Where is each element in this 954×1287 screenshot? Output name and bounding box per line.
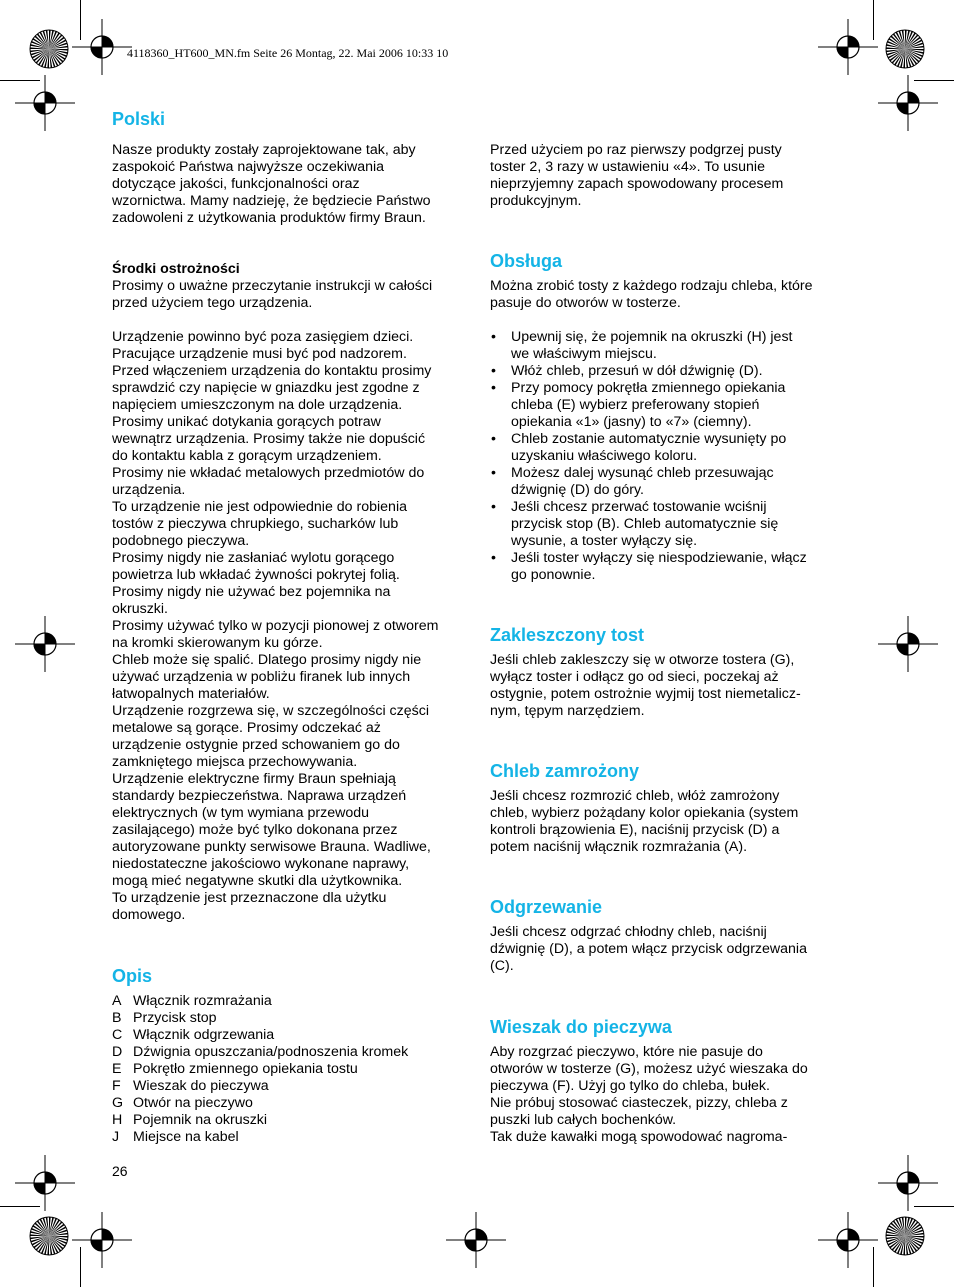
registration-starburst-icon bbox=[28, 1215, 70, 1257]
list-item bbox=[112, 993, 472, 1010]
crop-mark bbox=[873, 0, 874, 40]
crop-mark bbox=[80, 1247, 81, 1287]
part-label: Pokrętło zmiennego opiekania tostu bbox=[133, 1061, 358, 1077]
part-letter: A bbox=[112, 993, 122, 1009]
registration-crosshair-icon bbox=[15, 73, 75, 133]
registration-crosshair-icon bbox=[72, 17, 132, 77]
part-label: Włącznik rozmrażania bbox=[133, 993, 272, 1009]
list-item bbox=[112, 1078, 472, 1095]
registration-crosshair-icon bbox=[818, 17, 878, 77]
section-title-obsluga: Obsługa bbox=[490, 251, 563, 271]
part-letter: C bbox=[112, 1027, 123, 1043]
part-letter: J bbox=[112, 1129, 120, 1145]
registration-crosshair-icon bbox=[878, 73, 938, 133]
list-item bbox=[112, 1044, 472, 1061]
intro-paragraph: Nasze produkty zostały zaprojektowane tak, aby zaspokoić Państwa najwyższe oczekiwania dotyczące jakości, funkcjonalności oraz wzornictwa. Mamy nadzieję, że będziecie Państwo zadowoleni z użytkowania produktów firmy Braun. bbox=[112, 142, 431, 226]
registration-starburst-icon bbox=[28, 28, 70, 70]
registration-crosshair-icon bbox=[446, 1210, 506, 1270]
part-letter: H bbox=[112, 1112, 123, 1128]
section-title-wieszak: Wieszak do pieczywa bbox=[490, 1017, 672, 1037]
list-item bbox=[112, 1010, 472, 1027]
list-item bbox=[112, 1095, 472, 1112]
registration-crosshair-icon bbox=[818, 1210, 878, 1270]
precautions-paragraph-2: Urządzenie powinno być poza zasięgiem dzieci. Pracujące urządzenie musi być pod nadzorem. Przed włączeniem urządzenia do kontaktu prosimy sprawdzić czy napięcie w gniazdku jest zgodne z napięciem umieszczonym na dole urządzenia. Prosimy unikać dotykania gorących potraw wewnątrz urządzenia. Prosimy także nie dopuścić do kontaktu kabla z gorącym urządzeniem. Prosimy nie wkładać metalowych przedmiotów do urządzenia. To urządzenie nie jest odpowiednie do robienia tostów z pieczywa chrupkiego, sucharków lub podobnego pieczywa. Prosimy nigdy nie zasłaniać wylotu gorącego powietrza lub wkładać żywności pokrytej folią. Prosimy nigdy nie używać bez pojemnika na okruszki. Prosimy używać tylko w pozycji pionowej z otworem na kromki skierowanym ku górze. Chleb może się spalić. Dlatego prosimy nigdy nie używać urządzenia w pobliżu firanek lub innych łatwopalnych materiałów. Urządzenie rozgrzewa się, w szczególności części metalowe są gorące. Prosimy odczekać aż urządzenie ostygnie przed schowaniem go do zamkniętego miejsca przechowywania. Urządzenie elektryczne firmy Braun spełniają standardy bezpieczeństwa. Naprawa urządzeń elektrycznych (w tym wymiana przewodu zasilającego) może być tylko dokonana przez autoryzowane punkty serwisowe Brauna. Wadliwe, niedostateczne jakościowo wykonane naprawy, mogą mieć negatywne skutki dla użytkownika. To urządzenie jest przeznaczone dla użytku domowego. bbox=[112, 329, 439, 923]
first-use-paragraph: Przed użyciem po raz pierwszy podgrzej pusty toster 2, 3 razy w ustawieniu «4». To usunie nieprzyjemny zapach spowodowany procesem produkcyjnym. bbox=[490, 142, 784, 209]
list-item bbox=[112, 1112, 472, 1129]
reheat-paragraph: Jeśli chcesz odgrzać chłodny chleb, naciśnij dźwignię (D), a potem włącz przycisk odgrzewania (C). bbox=[490, 924, 807, 974]
part-label: Otwór na pieczywo bbox=[133, 1095, 253, 1111]
part-label: Dźwignia opuszczania/podnoszenia kromek bbox=[133, 1044, 409, 1060]
part-letter: B bbox=[112, 1010, 122, 1026]
list-item: • Jeśli chcesz przerwać tostowanie wciśnij przycisk stop (B). Chleb automatycznie się wysunie, a toster wyłączy się. bbox=[490, 499, 845, 550]
crop-mark bbox=[873, 1247, 874, 1287]
rack-paragraph: Aby rozgrzać pieczywo, które nie pasuje do otworów w tosterze (G), możesz użyć wieszaka do pieczywa (F). Użyj go tylko do chleba, bułek. Nie próbuj stosować ciasteczek, pizzy, chleba z puszki lub całych bochenków. Tak duże kawałki mogą spowodować nagroma- bbox=[490, 1044, 808, 1145]
registration-starburst-icon bbox=[884, 1215, 926, 1257]
part-letter: E bbox=[112, 1061, 122, 1077]
part-label: Miejsce na kabel bbox=[133, 1129, 239, 1145]
crop-mark bbox=[80, 0, 81, 40]
list-item: • Chleb zostanie automatycznie wysunięty po uzyskaniu właściwego koloru. bbox=[490, 431, 845, 465]
section-title-opis: Opis bbox=[112, 966, 153, 986]
registration-crosshair-icon bbox=[15, 614, 75, 674]
registration-starburst-icon bbox=[884, 28, 926, 70]
list-item bbox=[112, 1129, 472, 1146]
part-label: Wieszak do pieczywa bbox=[133, 1078, 269, 1094]
crop-mark bbox=[914, 80, 954, 81]
registration-crosshair-icon bbox=[878, 1153, 938, 1213]
section-title-zakleszczony: Zakleszczony tost bbox=[490, 625, 645, 645]
part-letter: D bbox=[112, 1044, 123, 1060]
registration-crosshair-icon bbox=[878, 614, 938, 674]
stuck-paragraph: Jeśli chleb zakleszczy się w otworze tostera (G), wyłącz toster i odłącz go od sieci, poczekaj aż ostygnie, potem ostrożnie wyjmij tost niemetalicz- nym, tępym narzędziem. bbox=[490, 652, 801, 719]
section-title-polski: Polski bbox=[112, 109, 166, 129]
section-title-odgrzewanie: Odgrzewanie bbox=[490, 897, 603, 917]
crop-mark bbox=[0, 1206, 40, 1207]
list-item bbox=[112, 1061, 472, 1078]
page-number: 26 bbox=[112, 1163, 128, 1179]
section-title-zamrozony: Chleb zamrożony bbox=[490, 761, 640, 781]
parts-list bbox=[112, 993, 472, 1146]
part-letter: F bbox=[112, 1078, 121, 1094]
precautions-paragraph-1: Prosimy o uważne przeczytanie instrukcji w całości przed użyciem tego urządzenia. bbox=[112, 278, 433, 311]
print-header: 4118360_HT600_MN.fm Seite 26 Montag, 22. Mai 2006 10:33 10 bbox=[127, 46, 449, 60]
list-item: • Upewnij się, że pojemnik na okruszki (H) jest we właściwym miejscu. bbox=[490, 329, 845, 363]
obsluga-steps bbox=[490, 329, 845, 584]
part-letter: G bbox=[112, 1095, 124, 1111]
list-item: • Możesz dalej wysunąć chleb przesuwając dźwignię (D) do góry. bbox=[490, 465, 845, 499]
list-item: • Włóż chleb, przesuń w dół dźwignię (D). bbox=[490, 363, 845, 380]
crop-mark bbox=[0, 80, 40, 81]
part-label: Pojemnik na okruszki bbox=[133, 1112, 268, 1128]
crop-mark bbox=[914, 1206, 954, 1207]
frozen-paragraph: Jeśli chcesz rozmrozić chleb, włóż zamrożony chleb, wybierz pożądany kolor opiekania (system kontroli brązowienia E), naciśnij przycisk (D) a potem naciśnij włącznik rozmrażania (A). bbox=[490, 788, 799, 855]
list-item: • Jeśli toster wyłączy się niespodziewanie, włącz go ponownie. bbox=[490, 550, 845, 584]
registration-crosshair-icon bbox=[15, 1153, 75, 1213]
obsluga-intro: Można zrobić tosty z każdego rodzaju chleba, które pasuje do otworów w tosterze. bbox=[490, 278, 813, 311]
part-label: Włącznik odgrzewania bbox=[133, 1027, 275, 1043]
registration-crosshair-icon bbox=[72, 1210, 132, 1270]
list-item: • Przy pomocy pokrętła zmiennego opiekania chleba (E) wybierz preferowany stopień opiekania «1» (jasny) to «7» (ciemny). bbox=[490, 380, 845, 431]
list-item bbox=[112, 1027, 472, 1044]
part-label: Przycisk stop bbox=[133, 1010, 217, 1026]
precautions-heading: Środki ostrożności bbox=[112, 261, 240, 277]
